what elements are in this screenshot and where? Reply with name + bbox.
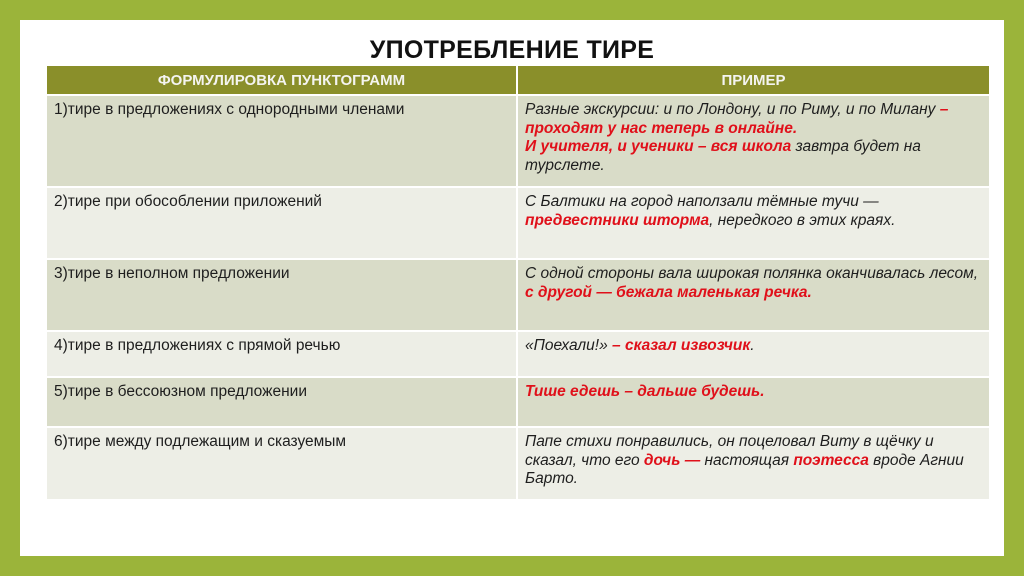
rule-cell: 2)тире при обособлении приложений <box>47 187 517 259</box>
table-row <box>47 377 989 427</box>
example-text: завтра будет на турслете. <box>525 138 921 174</box>
example-cell <box>517 95 989 187</box>
column-header-rule: ФОРМУЛИРОВКА ПУНКТОГРАММ <box>47 66 517 95</box>
rule-cell: 6)тире между подлежащим и сказуемым <box>47 427 517 499</box>
column-header-example: ПРИМЕР <box>517 66 989 95</box>
highlighted-text: дочь — <box>643 451 705 469</box>
highlighted-text: – проходят у нас теперь в онлайне. <box>525 101 949 137</box>
table-row <box>47 259 989 331</box>
rule-cell: 4)тире в предложениях с прямой речью <box>47 331 517 377</box>
highlighted-text: с другой — бежала маленькая речка. <box>525 283 812 301</box>
example-cell <box>517 259 989 331</box>
slide-title: УПОТРЕБЛЕНИЕ ТИРЕ <box>369 36 655 64</box>
example-text: Папе стихи понравились, он поцеловал Виту в щёчку и сказал, что его <box>525 433 934 469</box>
example-text: вроде Агнии Барто. <box>525 451 964 487</box>
table-row <box>47 427 989 499</box>
highlighted-text: – сказал извозчик <box>612 337 751 354</box>
rule-cell: 5)тире в бессоюзном предложении <box>47 377 517 427</box>
example-text: С одной стороны вала широкая полянка оканчивалась лесом, <box>525 265 979 282</box>
example-cell <box>517 187 989 259</box>
rule-cell: 3)тире в неполном предложении <box>47 259 517 331</box>
example-cell <box>517 427 989 499</box>
example-text: . <box>750 337 755 354</box>
highlighted-text: И учителя, и ученики – вся школа <box>525 138 792 155</box>
table-row <box>47 95 989 187</box>
example-text: С Балтики на город наползали тёмные тучи — <box>525 193 879 210</box>
table-row <box>47 187 989 259</box>
punctuation-table <box>47 66 989 499</box>
highlighted-text: предвестники шторма <box>525 211 710 229</box>
example-text: Разные экскурсии: и по Лондону, и по Риму, и по Милану <box>525 101 940 118</box>
example-text: «Поехали!» <box>525 337 613 354</box>
rule-cell: 1)тире в предложениях с однородными членами <box>47 95 517 187</box>
example-cell <box>517 331 989 377</box>
table-header-row <box>47 66 989 95</box>
highlighted-text: Тише едешь – дальше будешь. <box>525 383 765 400</box>
example-cell <box>517 377 989 427</box>
example-text: , нередкого в этих краях. <box>709 211 896 229</box>
slide <box>20 20 1004 556</box>
example-text: настоящая <box>704 451 794 469</box>
table-row <box>47 331 989 377</box>
highlighted-text: поэтесса <box>793 451 869 469</box>
